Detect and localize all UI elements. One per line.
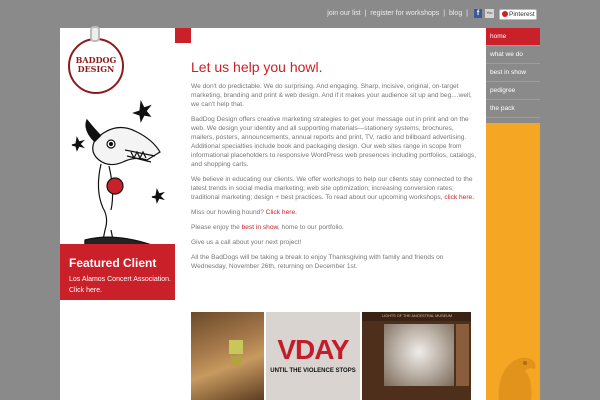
hound-link[interactable]: Click here.: [265, 209, 297, 216]
howling-dog-illustration: [65, 90, 175, 270]
top-bar: [0, 0, 600, 28]
left-column: [60, 28, 175, 400]
top-links: [327, 10, 470, 17]
main-nav: [486, 28, 540, 123]
best-in-show-link[interactable]: best in show: [241, 224, 278, 231]
youtube-icon[interactable]: You: [485, 9, 494, 18]
bird-silhouette-icon: [493, 345, 538, 400]
register-workshops-link[interactable]: register for workshops: [370, 10, 440, 17]
nav-item-pedigree[interactable]: pedigree: [486, 82, 540, 100]
page-title: Let us help you howl.: [191, 59, 323, 75]
dog-tag-icon: [90, 26, 100, 42]
blog-link[interactable]: blog: [448, 10, 463, 17]
portfolio-gallery: [191, 312, 471, 400]
facebook-icon[interactable]: f: [474, 9, 482, 18]
pinterest-button[interactable]: Pinterest: [499, 9, 537, 20]
gallery-image-museum[interactable]: [362, 312, 471, 400]
body-text: [191, 82, 477, 277]
vday-subtitle: UNTIL THE VIOLENCE STOPS: [270, 368, 356, 374]
baddog-logo[interactable]: [68, 38, 124, 94]
join-list-link[interactable]: join our list: [327, 10, 361, 17]
vday-title: VDAY: [277, 334, 349, 365]
workshops-paragraph: We believe in educating our clients. We offer workshops to help our clients stay connected to the latest trends in social media marketing; web site optimization; increasing conversion rates; traditional marketing; design + best practices. To read about our upcoming workshops, click here.: [191, 176, 475, 201]
workshops-link[interactable]: click here.: [444, 194, 475, 201]
nav-item-home[interactable]: home: [486, 28, 540, 46]
museum-header: LIGHTS OF THE ANCESTRAL MUSEUM: [362, 312, 471, 321]
separator: |: [364, 10, 367, 17]
intro-paragraph: We don't do predictable. We do surprising. And engaging. Sharp, incisive, original, on-target marketing, branding and print & web design. And if it makes your audience sit up and beg....well, we can't help that.: [191, 83, 472, 108]
holiday-paragraph: All the BadDogs will be taking a break to enjoy Thanksgiving with family and friends on Wednesday, November 26th, returning on December 1st.: [191, 254, 444, 270]
gallery-image-vday[interactable]: [266, 312, 360, 400]
logo-line-2: DESIGN: [77, 64, 115, 74]
main-content: [175, 28, 486, 400]
nav-item-what-we-do[interactable]: what we do: [486, 46, 540, 64]
separator: |: [443, 10, 446, 17]
featured-client-title: Featured Client: [69, 256, 157, 270]
featured-client-text[interactable]: Los Alamos Concert Association. Click here.: [69, 276, 171, 294]
call-paragraph: Give us a call about your next project!: [191, 239, 302, 246]
hound-paragraph: Miss our howling hound? Click here.: [191, 209, 297, 216]
services-paragraph: BadDog Design offers creative marketing strategies to get your message out in print and on the web. We design your identity and all supporting materials—stationery systems, brochures, mailers, posters, announcements, annual reports and print, TV, radio and billboard advertising. Additional specialties include book and packaging design. Our web sites range in scope from informational placeholders to responsive WordPress web presences including portfolios, catalogs, and shopping carts.: [191, 116, 477, 168]
portfolio-paragraph: Please enjoy the best in show, home to our portfolio.: [191, 224, 344, 231]
separator: |: [466, 10, 468, 17]
featured-client-box[interactable]: [60, 244, 175, 300]
accent-square: [175, 28, 191, 43]
nav-item-best-in-show[interactable]: best in show: [486, 64, 540, 82]
gallery-image-interior[interactable]: [191, 312, 264, 400]
logo-line-1: BADDOG: [75, 55, 117, 65]
nav-item-the-pack[interactable]: the pack: [486, 100, 540, 118]
